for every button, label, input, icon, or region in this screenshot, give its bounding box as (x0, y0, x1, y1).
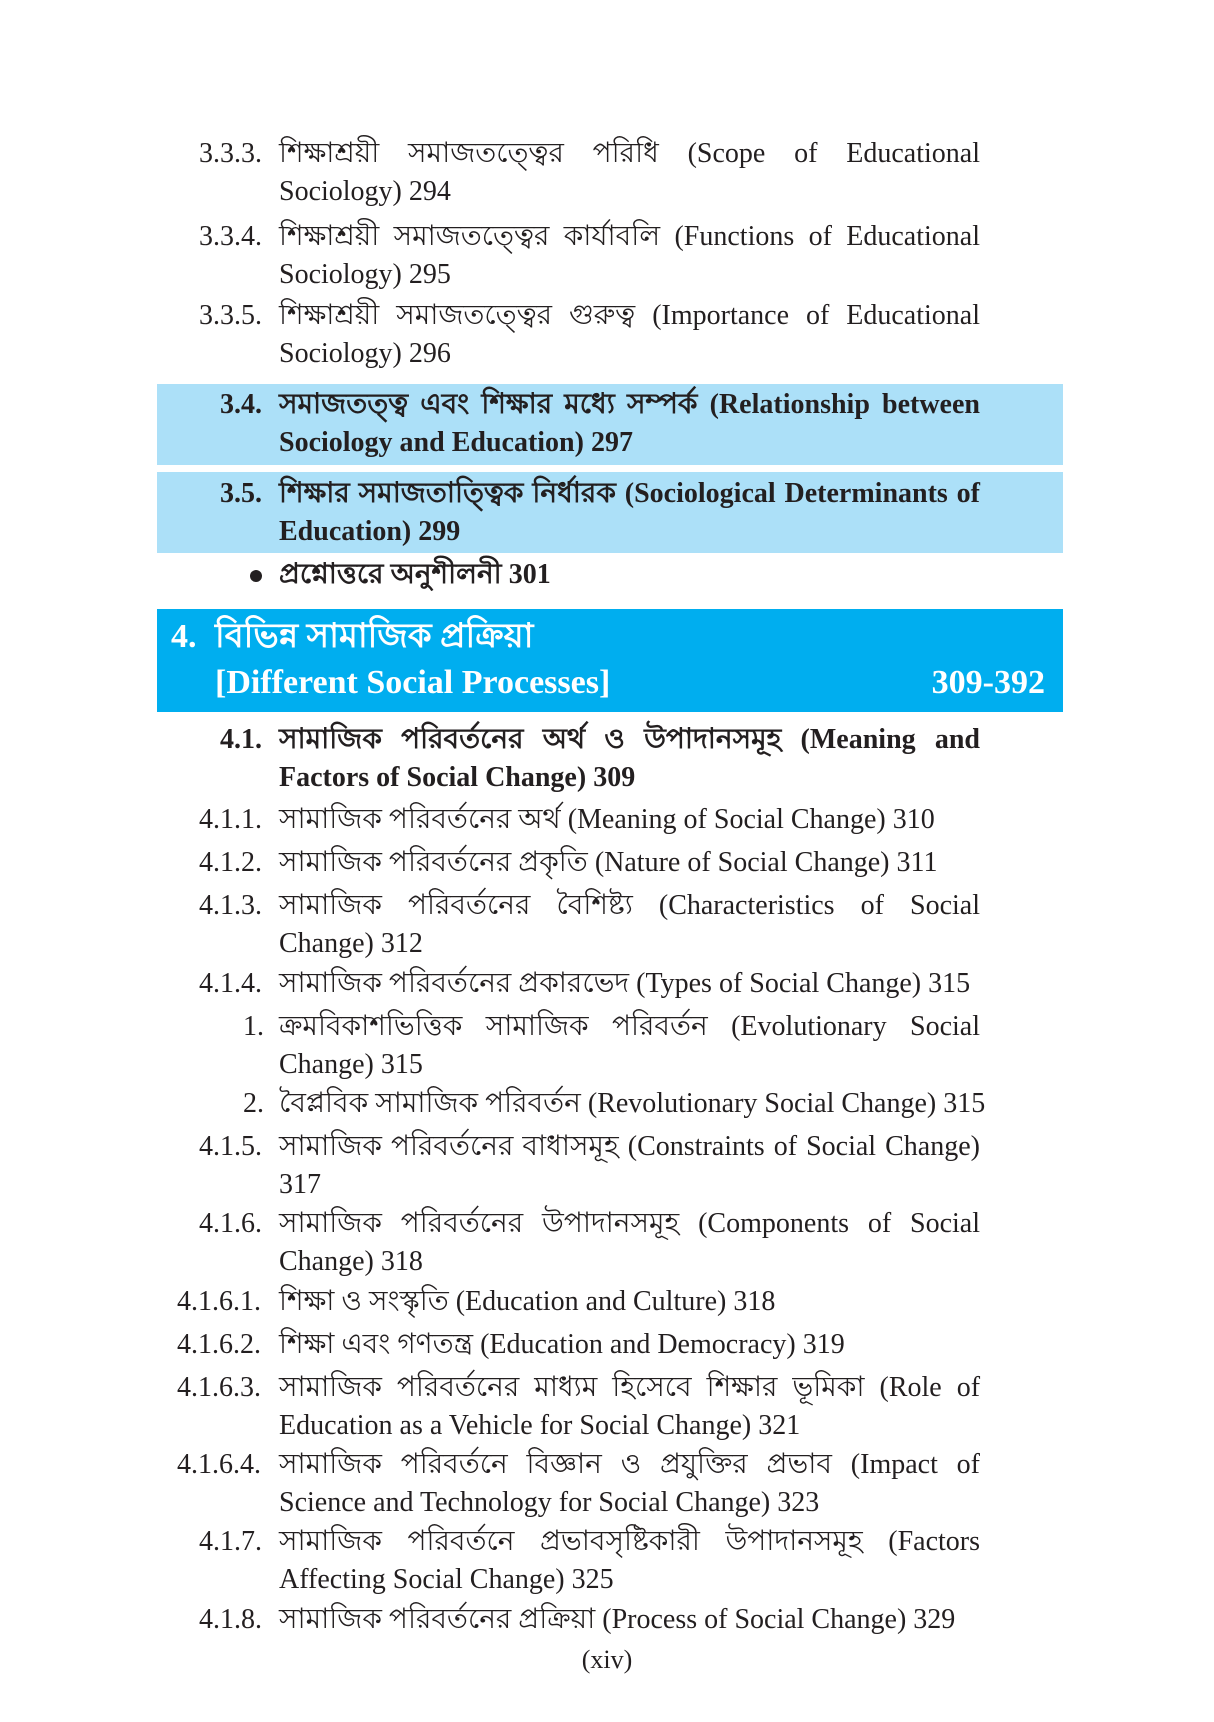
entry-number: 4.1. (220, 724, 262, 755)
exercise-page: 301 (508, 559, 551, 590)
entry-page: 295 (408, 259, 451, 290)
chapter-title-bengali: বিভিন্ন সামাজিক প্রক্রিয়া (215, 618, 534, 655)
entry-number: 4.1.5. (199, 1131, 262, 1162)
entry-title-english: (Importance of Educational Sociology) (279, 300, 980, 369)
entry-title-bengali: সমাজতত্ত্ব এবং শিক্ষার মধ্যে সম্পর্ক (279, 389, 698, 420)
entry-title-bengali: সামাজিক পরিবর্তনের উপাদানসমূহ (279, 1208, 680, 1239)
entry-title-bengali: সামাজিক পরিবর্তনের বাধাসমূহ (279, 1131, 619, 1162)
chapter-title-english: [Different Social Processes] (215, 664, 611, 701)
entry-title-english: (Process of Social Change) (602, 1604, 907, 1635)
entry-page: 315 (928, 968, 971, 999)
entry-title-bengali: সামাজিক পরিবর্তনে প্রভাবসৃষ্টিকারী উপাদানসমূহ (279, 1526, 863, 1557)
entry-text (279, 475, 980, 551)
entry-page: 321 (758, 1410, 801, 1441)
entry-text (279, 844, 980, 882)
entry-text (279, 1283, 980, 1321)
entry-number: 4.1.4. (199, 968, 262, 999)
entry-number: 4.1.6.2. (177, 1329, 261, 1360)
entry-text (279, 218, 980, 294)
entry-title-english: (Factors Affecting Social Change) (279, 1526, 981, 1595)
exercise-title: প্রশ্নোত্তরে অনুশীলনী (279, 559, 502, 590)
entry-title-bengali: শিক্ষা এবং গণতন্ত্র (279, 1329, 474, 1360)
entry-number: 2. (243, 1088, 264, 1119)
entry-title-bengali: সামাজিক পরিবর্তনের প্রক্রিয়া (279, 1604, 596, 1635)
entry-page: 312 (380, 928, 423, 959)
entry-text (279, 1205, 980, 1281)
entry-text (279, 801, 980, 839)
entry-title-english: (Functions of Educational Sociology) (279, 221, 980, 290)
entry-text (279, 1085, 985, 1123)
page-number: (xiv) (581, 1645, 633, 1674)
entry-text (279, 1523, 980, 1599)
entry-page: 317 (279, 1169, 321, 1200)
entry-number: 1. (243, 1011, 264, 1042)
entry-number: 4.1.1. (199, 804, 262, 835)
entry-title-bengali: শিক্ষা ও সংস্কৃতি (279, 1286, 449, 1317)
entry-page: 318 (733, 1286, 776, 1317)
bullet-icon (250, 570, 262, 582)
entry-text (279, 386, 980, 462)
entry-number: 4.1.6. (199, 1208, 262, 1239)
entry-text (279, 721, 980, 797)
entry-title-bengali: সামাজিক পরিবর্তনের অর্থ (279, 804, 561, 835)
entry-text (279, 1128, 980, 1204)
entry-title-english: (Relationship between Sociology and Education) (279, 389, 980, 458)
entry-title-english: (Education and Culture) (455, 1286, 727, 1317)
entry-title-english: (Evolutionary Social Change) (279, 1011, 980, 1080)
entry-text (279, 135, 980, 211)
entry-title-bengali: শিক্ষাশ্রয়ী সমাজতত্ত্বের পরিধি (279, 138, 659, 169)
entry-title-bengali: বৈপ্লবিক সামাজিক পরিবর্তন (279, 1088, 581, 1119)
entry-title-bengali: ক্রমবিকাশভিত্তিক সামাজিক পরিবর্তন (279, 1011, 708, 1042)
chapter-number: 4. (171, 618, 197, 655)
entry-text (279, 297, 980, 373)
entry-title-english: (Components of Social Change) (279, 1208, 981, 1277)
entry-title-english: (Nature of Social Change) (594, 847, 890, 878)
entry-page: 319 (802, 1329, 845, 1360)
entry-page: 329 (913, 1604, 956, 1635)
entry-text (279, 1446, 980, 1522)
entry-title-bengali: শিক্ষার সমাজতাত্ত্বিক নির্ধারক (279, 478, 616, 509)
entry-title-english: (Role of Education as a Vehicle for Social Change) (279, 1372, 981, 1441)
entry-page: 299 (418, 516, 461, 547)
entry-title-english: (Constraints of Social Change) (627, 1131, 980, 1162)
entry-page: 311 (896, 847, 938, 878)
entry-text (279, 1369, 980, 1445)
entry-title-bengali: সামাজিক পরিবর্তনের মাধ্যম হিসেবে শিক্ষার ভূমিকা (279, 1372, 865, 1403)
entry-page: 315 (943, 1088, 986, 1119)
entry-title-english: (Scope of Educational Sociology) (279, 138, 981, 207)
entry-page: 310 (892, 804, 935, 835)
entry-title-english: (Meaning of Social Change) (567, 804, 886, 835)
entry-number: 4.1.8. (199, 1604, 262, 1635)
entry-text (279, 1601, 980, 1639)
entry-number: 4.1.7. (199, 1526, 262, 1557)
entry-number: 4.1.6.4. (177, 1449, 261, 1480)
entry-title-english: (Education and Democracy) (480, 1329, 796, 1360)
entry-number: 4.1.3. (199, 890, 262, 921)
entry-title-english: (Revolutionary Social Change) (587, 1088, 937, 1119)
entry-title-bengali: সামাজিক পরিবর্তনের বৈশিষ্ট্য (279, 890, 633, 921)
entry-title-bengali: শিক্ষাশ্রয়ী সমাজতত্ত্বের গুরুত্ব (279, 300, 636, 331)
entry-title-english: (Sociological Determinants of Education) (279, 478, 980, 547)
entry-title-bengali: শিক্ষাশ্রয়ী সমাজতত্ত্বের কার্যাবলি (279, 221, 661, 252)
entry-number: 3.3.5. (199, 300, 262, 331)
entry-number: 4.1.6.3. (177, 1372, 261, 1403)
entry-number: 3.5. (220, 478, 262, 509)
entry-title-english: (Characteristics of Social Change) (279, 890, 980, 959)
entry-title-bengali: সামাজিক পরিবর্তনের প্রকারভেদ (279, 968, 630, 999)
entry-text (279, 1008, 980, 1084)
entry-text (279, 965, 980, 1003)
entry-page: 297 (590, 427, 633, 458)
entry-text (279, 887, 980, 963)
entry-number: 3.3.3. (199, 138, 262, 169)
entry-page: 318 (380, 1246, 423, 1277)
entry-number: 4.1.2. (199, 847, 262, 878)
entry-title-bengali: সামাজিক পরিবর্তনের অর্থ ও উপাদানসমূহ (279, 724, 782, 755)
entry-page: 325 (571, 1564, 614, 1595)
entry-title-english: (Types of Social Change) (636, 968, 922, 999)
entry-number: 3.3.4. (199, 221, 262, 252)
entry-page: 294 (408, 176, 451, 207)
entry-title-bengali: সামাজিক পরিবর্তনের প্রকৃতি (279, 847, 588, 878)
entry-title-english: (Meaning and Factors of Social Change) (279, 724, 980, 793)
entry-number: 4.1.6.1. (177, 1286, 261, 1317)
entry-title-english: (Impact of Science and Technology for Social Change) (279, 1449, 981, 1518)
chapter-page-range: 309-392 (931, 664, 1045, 701)
entry-page: 309 (593, 762, 636, 793)
entry-page: 296 (408, 338, 451, 369)
entry-page: 315 (380, 1049, 423, 1080)
entry-page: 323 (777, 1487, 820, 1518)
entry-text (279, 1326, 980, 1364)
chapter-4-header[interactable] (157, 609, 1063, 712)
entry-title-bengali: সামাজিক পরিবর্তনে বিজ্ঞান ও প্রযুক্তির প্রভাব (279, 1449, 832, 1480)
entry-number: 3.4. (220, 389, 262, 420)
